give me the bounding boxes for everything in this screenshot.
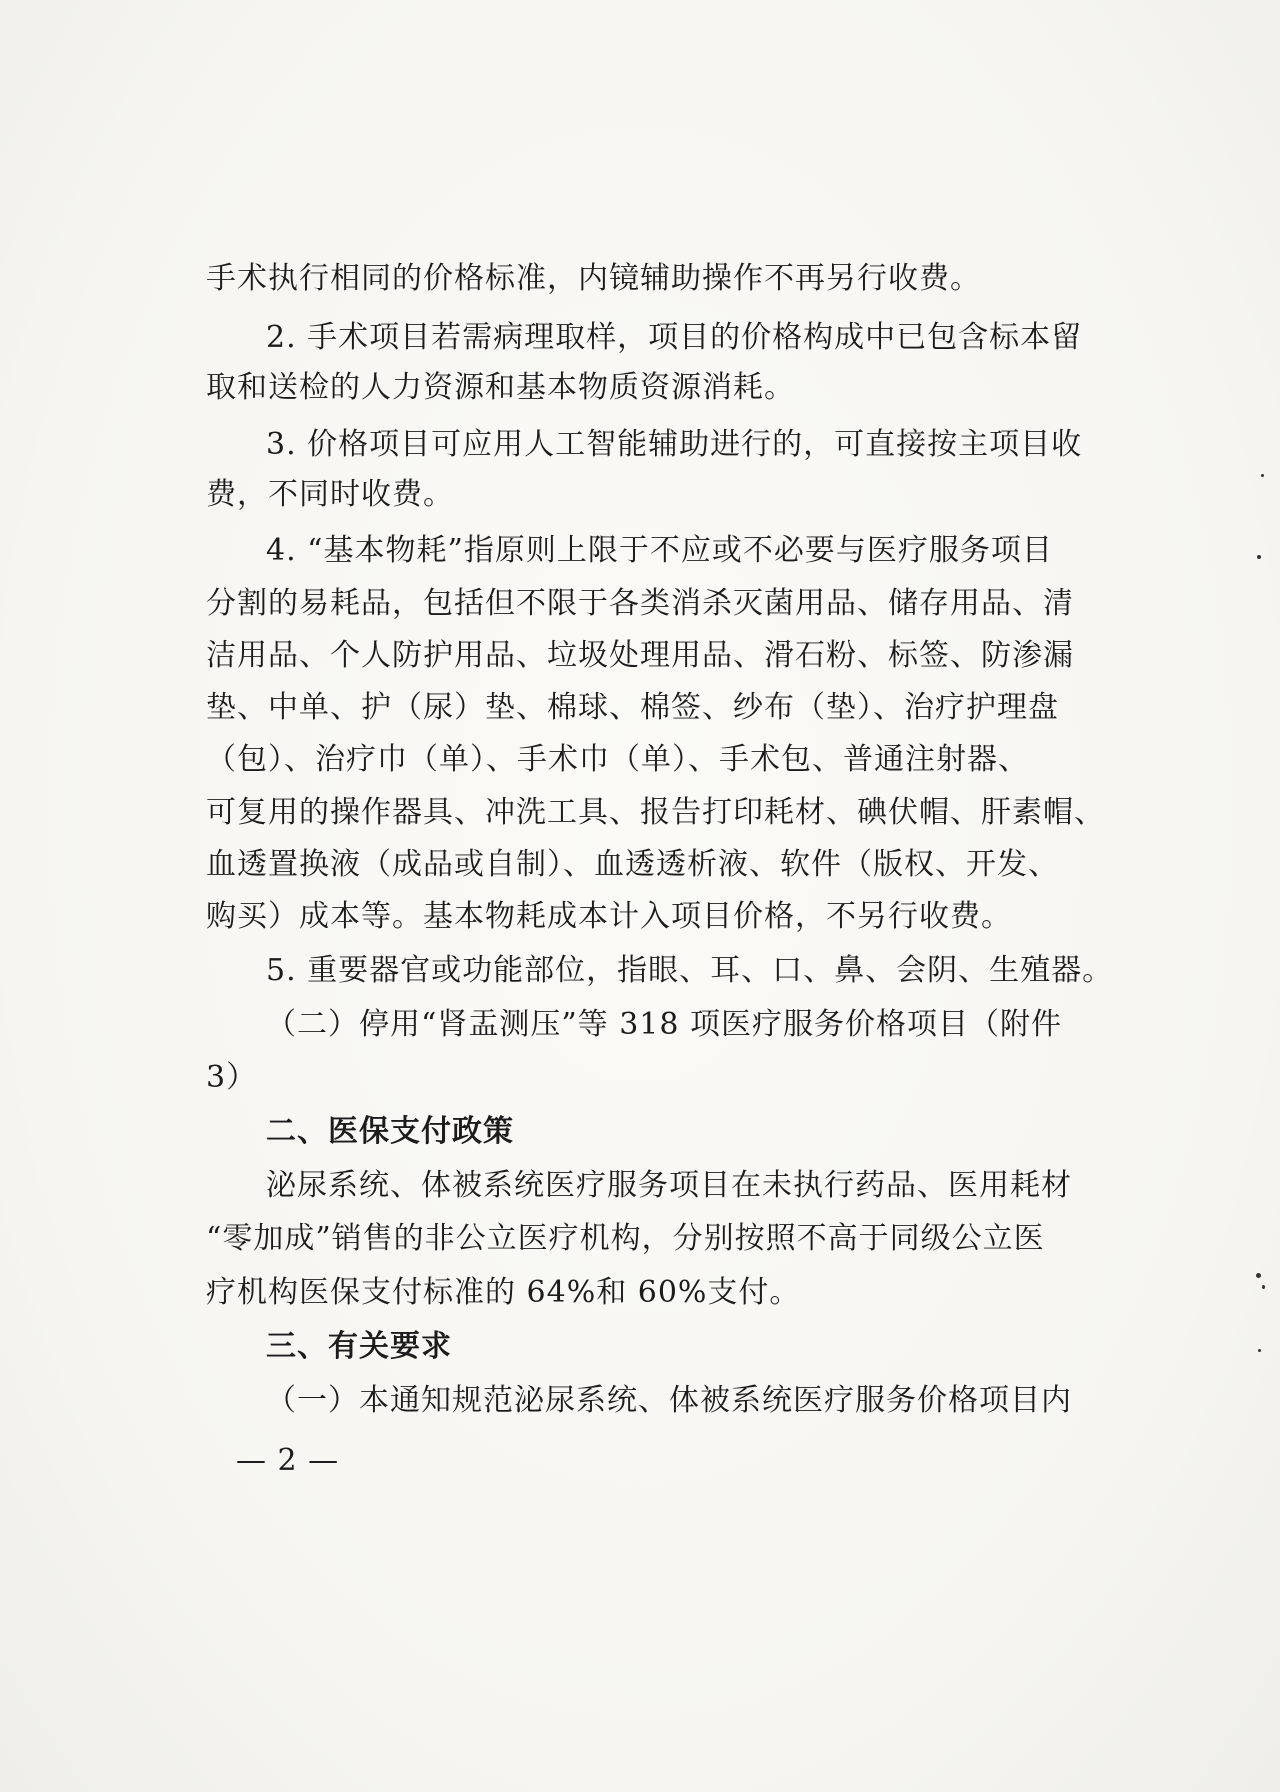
text-line: 3. 价格项目可应用人工智能辅助进行的，可直接按主项目收 [266,427,1083,462]
scan-speck [1262,1285,1265,1289]
scan-speck [1261,474,1264,477]
page-number: — 2 — [236,1443,340,1478]
text-line: （一）本通知规范泌尿系统、体被系统医疗服务价格项目内 [266,1383,1072,1418]
scan-speck [1256,1273,1261,1278]
text-line: 购买）成本等。基本物耗成本计入项目价格，不另行收费。 [206,899,1012,934]
text-line: 分割的易耗品，包括但不限于各类消杀灭菌用品、储存用品、清 [206,586,1074,621]
text-line: “零加成”销售的非公立医疗机构，分别按照不高于同级公立医 [206,1221,1045,1256]
scan-speck [1258,1349,1261,1352]
text-line: 疗机构医保支付标准的 64%和 60%支付。 [206,1275,801,1310]
text-line: 取和送检的人力资源和基本物质资源消耗。 [206,370,795,405]
text-line: 泌尿系统、体被系统医疗服务项目在未执行药品、医用耗材 [266,1168,1072,1203]
text-line: 洁用品、个人防护用品、垃圾处理用品、滑石粉、标签、防渗漏 [206,638,1074,673]
text-line: 手术执行相同的价格标准，内镜辅助操作不再另行收费。 [206,261,981,296]
text-line: 4. “基本物耗”指原则上限于不应或不必要与医疗服务项目 [266,533,1053,568]
text-line: （包）、治疗巾（单）、手术巾（单）、手术包、普通注射器、 [206,742,1029,777]
section-heading: 二、医保支付政策 [266,1114,514,1149]
text-line: 垫、中单、护（尿）垫、棉球、棉签、纱布（垫）、治疗护理盘 [206,690,1059,725]
text-line: 3） [206,1060,258,1095]
section-heading: 三、有关要求 [266,1329,452,1364]
text-line: 可复用的操作器具、冲洗工具、报告打印耗材、碘伏帽、肝素帽、 [206,795,1105,830]
text-line: （二）停用“肾盂测压”等 318 项医疗服务价格项目（附件 [266,1007,1063,1042]
text-line: 费，不同时收费。 [206,477,454,512]
text-line: 5. 重要器官或功能部位，指眼、耳、口、鼻、会阴、生殖器。 [266,953,1114,988]
text-line: 血透置换液（成品或自制）、血透透析液、软件（版权、开发、 [206,847,1059,882]
text-line: 2. 手术项目若需病理取样，项目的价格构成中已包含标本留 [266,320,1083,355]
scan-speck [1257,555,1261,559]
